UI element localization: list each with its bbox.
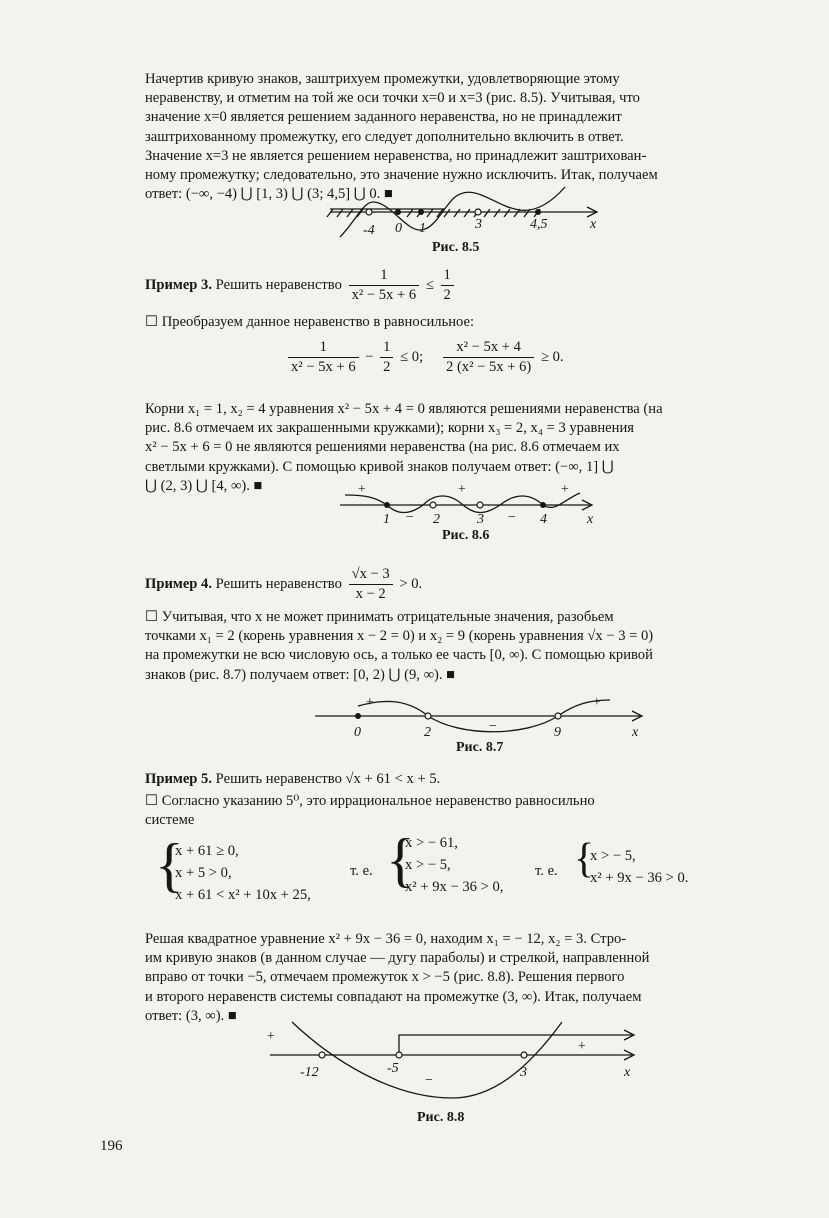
tick-label: 4,5	[530, 217, 548, 232]
text-line: знаков (рис. 8.7) получаем ответ: [0, 2) ⋃ (9, ∞). ■	[145, 666, 455, 683]
sign-label: −	[507, 510, 517, 525]
sign-label: +	[560, 482, 570, 497]
fraction	[349, 565, 393, 604]
denominator: x − 2	[355, 586, 386, 602]
open-point	[475, 209, 481, 215]
figure-caption: Рис. 8.7	[456, 740, 504, 755]
system-row: x + 61 ≥ 0,	[175, 843, 239, 859]
open-point	[319, 1052, 325, 1058]
equation-a	[285, 338, 423, 377]
open-point	[430, 502, 436, 508]
text-line: Значение x=3 не является решением неравенства, но принадлежит заштрихован-	[145, 147, 647, 164]
filled-point	[535, 209, 541, 215]
text-line: на промежутки не всю числовую ось, а только ее часть [0, ∞). С помощью кривой	[145, 647, 653, 664]
figure-8-7	[310, 692, 655, 740]
numerator: 1	[288, 338, 359, 358]
system-row: x + 61 < x² + 10x + 25,	[175, 887, 311, 903]
tick-label: 1	[383, 512, 390, 527]
open-point	[555, 713, 561, 719]
system-1	[175, 840, 311, 906]
open-point	[425, 713, 431, 719]
system-brace: {	[574, 836, 595, 882]
sign-label: +	[457, 482, 467, 497]
open-point	[477, 502, 483, 508]
system-row: x² + 9x − 36 > 0.	[590, 870, 689, 886]
example-4-solution	[145, 608, 760, 685]
axis-label: x	[632, 725, 639, 740]
page-number: 196	[100, 1138, 123, 1154]
relation: ≤ 0;	[400, 348, 424, 365]
filled-point	[395, 209, 401, 215]
ie-label: т. е.	[350, 863, 373, 879]
text-line: Начертив кривую знаков, заштрихуем промежутки, удовлетворяющие этому	[145, 71, 620, 87]
system-row: x > − 61,	[405, 835, 458, 851]
example-3-solution	[145, 400, 760, 496]
text-line: Корни x₁ = 1, x₂ = 4 уравнения x² − 5x + 4 = 0 являются решениями неравенства (на	[145, 401, 663, 417]
relation: ≤	[425, 276, 434, 293]
axis-label: x	[590, 217, 597, 232]
example-3-step: ☐ Преобразуем данное неравенство в равносильное:	[145, 314, 475, 330]
tick-label: -4	[363, 223, 375, 238]
text-line: вправо от точки −5, отмечаем промежуток x > −5 (рис. 8.8). Решения первого	[145, 969, 625, 986]
figure-caption: Рис. 8.8	[417, 1110, 465, 1125]
denominator: x² − 5x + 6	[291, 359, 356, 375]
relation: > 0.	[399, 575, 423, 592]
numerator: 1	[441, 266, 454, 286]
figure-8-5	[325, 182, 615, 242]
text-line: Решая квадратное уравнение x² + 9x − 36 = 0, находим x₁ = − 12, x₂ = 3. Стро-	[145, 931, 627, 947]
figure-8-6	[335, 483, 610, 528]
numerator: √x − 3	[349, 565, 393, 585]
text-line: значение x=0 является решением заданного неравенства, но не принадлежит	[145, 109, 622, 126]
denominator: 2 (x² − 5x + 6)	[446, 359, 532, 375]
figure-8-8	[262, 1020, 647, 1110]
filled-point	[384, 502, 390, 508]
numerator: 1	[380, 338, 393, 358]
system-row: x > − 5,	[590, 848, 636, 864]
example-5-intro	[145, 792, 760, 830]
fraction	[441, 266, 454, 305]
example-5-statement	[145, 770, 440, 789]
tick-label: 3	[477, 512, 484, 527]
tick-label: 3	[475, 217, 482, 232]
tick-label: 0	[354, 725, 361, 740]
sign-label: +	[592, 695, 602, 710]
system-3	[590, 845, 688, 889]
text-line: x² − 5x + 6 = 0 не являются решениями неравенства (на рис. 8.6 отмечаем их	[145, 439, 620, 456]
sign-label: +	[365, 695, 375, 710]
text-line: ответ: (3, ∞). ■	[145, 1007, 237, 1024]
open-point	[521, 1052, 527, 1058]
denominator: 2	[383, 359, 391, 375]
system-row: x > − 5,	[405, 857, 451, 873]
filled-point	[540, 502, 546, 508]
example-title: Пример 5.	[145, 771, 213, 787]
fraction	[349, 266, 420, 305]
fraction	[443, 338, 534, 377]
example-text: Решить неравенство	[215, 276, 342, 293]
text-line: заштрихованному промежутку, его следует дополнительно включить в ответ.	[145, 128, 624, 145]
interval-arrow	[399, 1035, 632, 1055]
tick-label: 0	[395, 221, 402, 236]
filled-point	[418, 209, 424, 215]
fraction	[288, 338, 359, 377]
example-title: Пример 3.	[145, 276, 213, 293]
tick-label: -12	[300, 1065, 319, 1080]
text-line: ☐ Согласно указанию 5⁰, это иррациональное неравенство равносильно	[145, 793, 595, 809]
example-5-solution	[145, 930, 760, 1026]
sign-label: −	[405, 510, 415, 525]
sign-label: +	[577, 1039, 587, 1054]
open-point	[366, 209, 372, 215]
sign-label: +	[266, 1029, 276, 1044]
figure-caption: Рис. 8.6	[442, 528, 490, 543]
equation-b	[440, 338, 564, 377]
example-4-statement	[145, 565, 422, 604]
example-3-statement	[145, 266, 457, 305]
text-line: им кривую знаков (в данном случае — дугу параболы) и стрелкой, направленной	[145, 950, 650, 967]
denominator: 2	[443, 287, 451, 303]
axis-label: x	[587, 512, 594, 527]
sign-label: −	[488, 719, 498, 734]
text-line: и второго неравенств системы совпадают на промежутке (3, ∞). Итак, получаем	[145, 988, 642, 1005]
sign-label: +	[357, 482, 367, 497]
text-line: ному промежутку; следовательно, это значение нужно исключить. Итак, получаем	[145, 167, 658, 184]
system-brace: {	[155, 832, 184, 898]
open-point	[396, 1052, 402, 1058]
tick-label: 9	[554, 725, 561, 740]
example-text: Решить неравенство √x + 61 < x + 5.	[215, 771, 441, 787]
text-line: точками x₁ = 2 (корень уравнения x − 2 = 0) и x₂ = 9 (корень уравнения √x − 3 = 0)	[145, 628, 654, 645]
filled-point	[355, 713, 361, 719]
tick-label: 1	[419, 221, 426, 236]
ie-label: т. е.	[535, 863, 558, 879]
numerator: x² − 5x + 4	[443, 338, 534, 358]
text-line: неравенству, и отметим на той же оси точки x=0 и x=3 (рис. 8.5). Учитывая, что	[145, 90, 640, 107]
text-line: светлыми кружками). С помощью кривой знаков получаем ответ: (−∞, 1] ⋃	[145, 458, 614, 475]
system-row: x + 5 > 0,	[175, 865, 232, 881]
system-row: x² + 9x − 36 > 0,	[405, 879, 504, 895]
numerator: 1	[349, 266, 420, 286]
relation: ≥ 0.	[540, 348, 564, 365]
denominator: x² − 5x + 6	[351, 287, 417, 303]
fraction	[380, 338, 393, 377]
example-title: Пример 4.	[145, 575, 213, 592]
tick-label: 2	[433, 512, 440, 527]
tick-label: 3	[520, 1065, 527, 1080]
axis-label: x	[624, 1065, 631, 1080]
tick-label: 4	[540, 512, 547, 527]
text-line: ответ: (−∞, −4) ⋃ [1, 3) ⋃ (3; 4,5] ⋃ 0. ■	[145, 186, 393, 203]
text-line: системе	[145, 812, 195, 829]
system-2	[405, 832, 503, 898]
example-text: Решить неравенство	[215, 575, 342, 592]
operator: −	[365, 348, 374, 365]
tick-label: -5	[387, 1061, 399, 1076]
text-line: рис. 8.6 отмечаем их закрашенными кружками); корни x₃ = 2, x₄ = 3 уравнения	[145, 420, 634, 437]
sign-label: −	[424, 1073, 434, 1088]
figure-caption: Рис. 8.5	[432, 240, 480, 255]
tick-label: 2	[424, 725, 431, 740]
text-line: ⋃ (2, 3) ⋃ [4, ∞). ■	[145, 477, 263, 494]
text-line: ☐ Учитывая, что x не может принимать отрицательные значения, разобьем	[145, 609, 614, 625]
system-brace: {	[386, 827, 415, 893]
